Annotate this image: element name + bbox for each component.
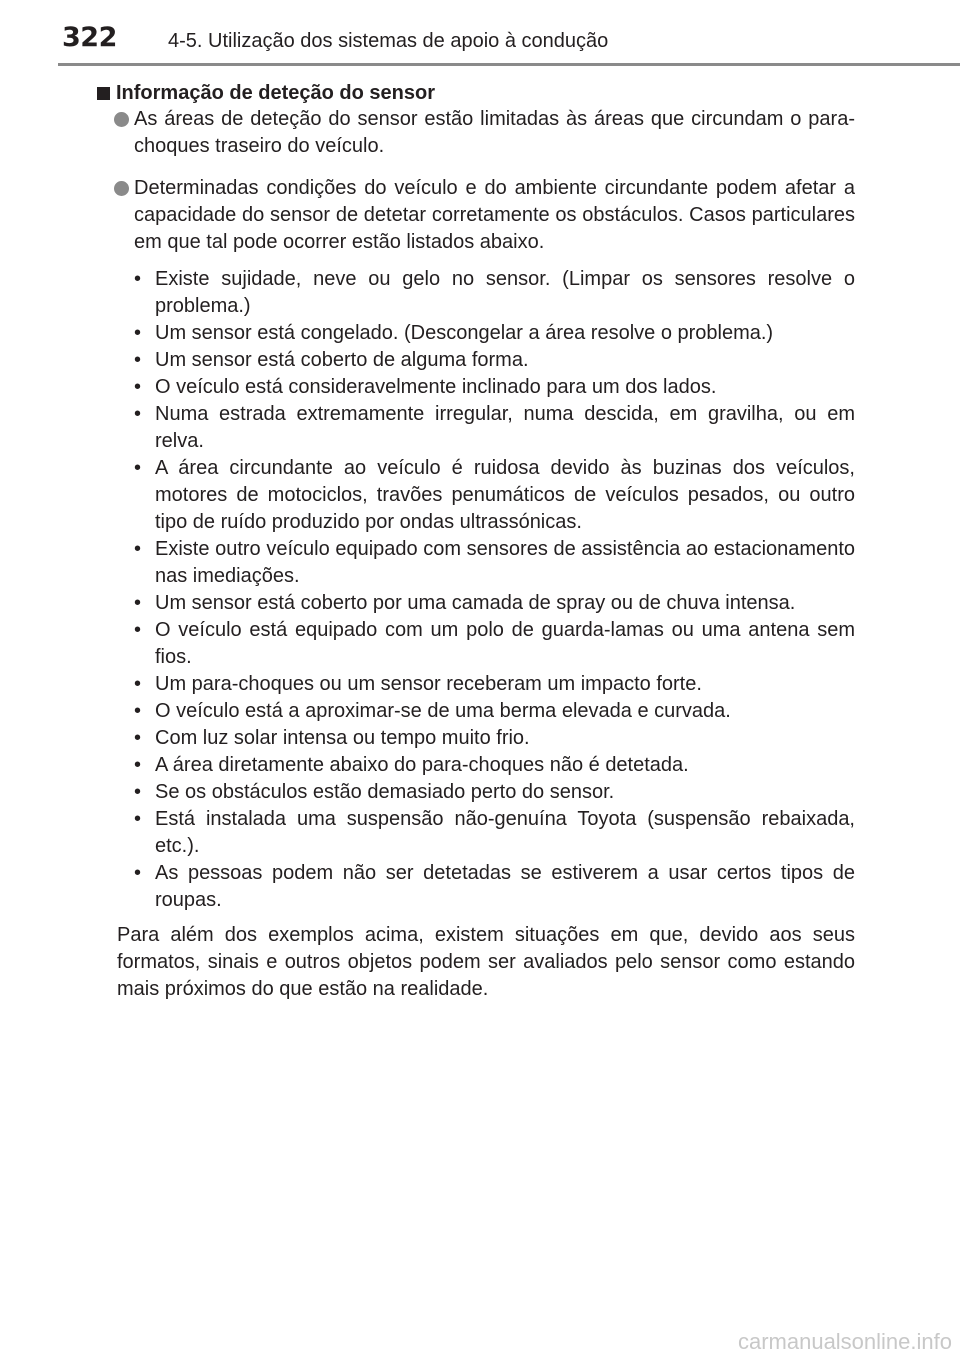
list-item-text: Um sensor está congelado. (Descongelar a área resolve o problema.) <box>155 322 774 344</box>
bullet-icon: • <box>134 673 142 695</box>
bullet-icon: • <box>134 781 142 803</box>
list-item-text: O veículo está equipado com um polo de guarda-lamas ou uma antena sem fios. <box>155 619 855 668</box>
conditions-list <box>134 266 855 914</box>
paragraph-conditions: Determinadas condições do veículo e do ambiente circundante podem afetar a capacidade do sensor de detetar corretamente os obstáculos. Casos particulares em que tal pode ocorrer estão listados abaixo. <box>134 177 855 253</box>
page-header <box>0 0 960 70</box>
list-item-text: Um sensor está coberto por uma camada de spray ou de chuva intensa. <box>155 592 796 614</box>
bullet-icon: • <box>134 268 142 290</box>
paragraph-detection-area: As áreas de deteção do sensor estão limitadas às áreas que circundam o para-choques traseiro do veículo. <box>134 108 855 157</box>
list-item <box>134 320 855 347</box>
list-item <box>134 698 855 725</box>
list-item <box>134 671 855 698</box>
list-item-text: O veículo está a aproximar-se de uma berma elevada e curvada. <box>155 700 731 722</box>
list-item-text: Se os obstáculos estão demasiado perto do sensor. <box>155 781 615 803</box>
list-item-text: Existe outro veículo equipado com sensores de assistência ao estacionamento nas imediações. <box>155 538 855 587</box>
list-item <box>134 266 855 320</box>
list-item <box>134 347 855 374</box>
bullet-icon: • <box>134 538 142 560</box>
square-bullet-icon <box>97 87 110 100</box>
list-item-text: Um sensor está coberto de alguma forma. <box>155 349 529 371</box>
section-heading <box>97 79 435 107</box>
list-item-text: Um para-choques ou um sensor receberam um impacto forte. <box>155 673 702 695</box>
bullet-icon: • <box>134 322 142 344</box>
list-item <box>134 374 855 401</box>
list-item-text: A área diretamente abaixo do para-choques não é detetada. <box>155 754 689 776</box>
bullet-icon: • <box>134 457 142 479</box>
bullet-icon: • <box>134 403 142 425</box>
watermark: carmanualsonline.info <box>737 1329 952 1354</box>
bullet-icon: • <box>134 376 142 398</box>
bullet-icon: • <box>134 619 142 641</box>
list-item <box>134 779 855 806</box>
header-divider <box>58 63 960 66</box>
circle-bullet-icon <box>114 181 129 196</box>
list-item <box>134 401 855 455</box>
chapter-title: 4-5. Utilização dos sistemas de apoio à condução <box>168 30 609 52</box>
list-item-text: O veículo está consideravelmente inclinado para um dos lados. <box>155 376 717 398</box>
list-item <box>134 590 855 617</box>
list-item <box>134 455 855 536</box>
page-number: 322 <box>62 22 117 53</box>
list-item-text: Existe sujidade, neve ou gelo no sensor. (Limpar os sensores resolve o problema.) <box>155 268 855 317</box>
circle-bullet-icon <box>114 112 129 127</box>
bullet-icon: • <box>134 592 142 614</box>
list-item-text: Está instalada uma suspensão não-genuína Toyota (suspensão rebaixada, etc.). <box>155 808 855 857</box>
bullet-icon: • <box>134 862 142 884</box>
list-item <box>134 725 855 752</box>
list-item <box>134 536 855 590</box>
closing-paragraph: Para além dos exemplos acima, existem situações em que, devido aos seus formatos, sinais e outros objetos podem ser avaliados pelo sensor como estando mais próximos do que estão na realidade. <box>117 924 855 1000</box>
list-item-text: Com luz solar intensa ou tempo muito frio. <box>155 727 530 749</box>
bullet-icon: • <box>134 700 142 722</box>
list-item-text: Numa estrada extremamente irregular, numa descida, em gravilha, ou em relva. <box>155 403 855 452</box>
list-item <box>134 860 855 914</box>
bullet-icon: • <box>134 349 142 371</box>
section-heading-text: Informação de deteção do sensor <box>116 82 435 104</box>
bullet-icon: • <box>134 808 142 830</box>
list-item <box>134 617 855 671</box>
bullet-icon: • <box>134 727 142 749</box>
list-item-text: As pessoas podem não ser detetadas se estiverem a usar certos tipos de roupas. <box>155 862 855 911</box>
list-item <box>134 806 855 860</box>
list-item <box>134 752 855 779</box>
bullet-icon: • <box>134 754 142 776</box>
list-item-text: A área circundante ao veículo é ruidosa devido às buzinas dos veículos, motores de motociclos, travões penumáticos de veículos pesados, ou outro tipo de ruído produzido por ondas ultrassónicas. <box>155 457 855 533</box>
